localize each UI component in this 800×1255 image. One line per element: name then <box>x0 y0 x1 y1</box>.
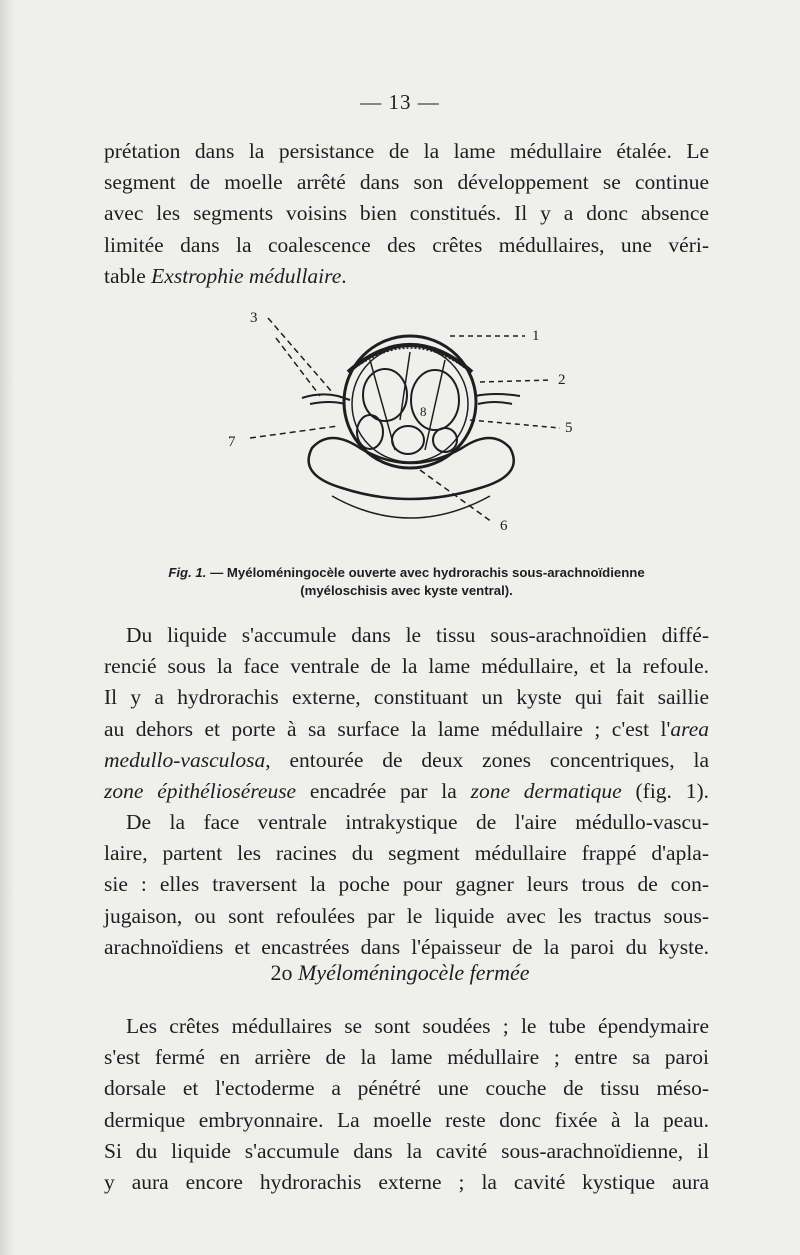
nerve-root <box>425 360 445 450</box>
leader-line-2 <box>480 380 552 382</box>
text-line: dorsale et l'ectoderme a pénétré une couche de tissu méso- <box>104 1076 709 1101</box>
leader-line-5 <box>470 420 560 428</box>
text-line: Si du liquide s'accumule dans la cavité sous-arachnoïdienne, il <box>104 1138 709 1163</box>
text-line: sie : elles traversent la poche pour gagner leurs trous de con- <box>104 872 709 897</box>
caption-line-1 <box>104 564 709 582</box>
page-edge <box>0 0 14 1255</box>
figure-label-6: 6 <box>500 518 508 534</box>
text-line <box>104 745 709 776</box>
text-line <box>104 776 709 807</box>
figure-label-5: 5 <box>565 420 573 436</box>
text-line: avec les segments voisins bien constitués. Il y a donc absence <box>104 201 709 226</box>
text-line: segment de moelle arrêté dans son développement se continue <box>104 170 709 195</box>
text-line: limitée dans la coalescence des crêtes médullaires, une véri- <box>104 232 709 257</box>
text-line: rencié sous la face ventrale de la lame médullaire, et la refoule. <box>104 654 709 679</box>
figure-caption <box>104 564 709 600</box>
section-heading <box>0 960 800 986</box>
caption-figure-ref: Fig. 1. <box>168 565 207 580</box>
figure-label-3: 3 <box>250 310 258 326</box>
paragraph-4 <box>104 1011 709 1198</box>
leader-line-3 <box>268 318 332 392</box>
text-line: laire, partent les racines du segment médullaire frappé d'apla- <box>104 841 709 866</box>
leader-line-6 <box>420 470 492 522</box>
section-title: Myéloméningocèle fermée <box>298 960 530 985</box>
text-line: y aura encore hydrorachis externe ; la cavité kystique aura <box>104 1170 709 1195</box>
text-line: arachnoïdiens et encastrées dans l'épaisseur de la paroi du kyste. <box>104 934 709 959</box>
text-run: au dehors et porte à sa surface la lame médullaire ; c'est l' <box>104 716 671 741</box>
intro-paragraph <box>104 136 709 292</box>
septum-cell <box>411 370 459 430</box>
medullary-plate <box>348 345 472 372</box>
septum-cell <box>392 426 424 454</box>
anatomical-drawing <box>220 300 600 545</box>
italic-term: zone dermatique <box>470 779 622 804</box>
skin-line-right-inner <box>478 402 512 404</box>
caption-text: — Myéloméningocèle ouverte avec hydrorachis sous-arachnoïdienne <box>206 565 645 580</box>
leader-line-3b <box>276 338 320 396</box>
italic-term: area <box>670 716 709 741</box>
text-run: encadrée par la <box>296 779 471 804</box>
figure-label-8: 8 <box>420 404 427 419</box>
skin-line-left-inner <box>310 402 345 404</box>
figure-label-1: 1 <box>532 328 540 344</box>
section-number: 2o <box>270 960 298 985</box>
figure-label-7: 7 <box>228 434 236 450</box>
text-run: table <box>104 263 152 288</box>
text-line: prétation dans la persistance de la lame médullaire étalée. Le <box>104 139 709 163</box>
text-line: Il y a hydrorachis externe, constituant un kyste qui fait saillie <box>104 685 709 710</box>
text-line: Les crêtes médullaires se sont soudées ; le tube épendymaire <box>126 1014 709 1038</box>
paragraph-3 <box>104 807 709 963</box>
text-line: jugaison, ou sont refoulées par le liquide avec les tractus sous- <box>104 903 709 928</box>
text-line: dermique embryonnaire. La moelle reste donc fixée à la peau. <box>104 1107 709 1132</box>
italic-term: Exstrophie médullaire <box>151 263 342 288</box>
text-line: Du liquide s'accumule dans le tissu sous-arachnoïdien diffé- <box>126 623 709 647</box>
page-number: — 13 — <box>360 90 440 114</box>
cyst-inner-wall <box>352 346 468 462</box>
text-run: , entourée de deux zones concentriques, la <box>265 747 709 772</box>
caption-line-2: (myéloschisis avec kyste ventral). <box>300 583 513 598</box>
italic-term: zone épithélioséreuse <box>104 779 297 804</box>
text-line <box>104 261 709 292</box>
figure-label-2: 2 <box>558 372 566 388</box>
figure-myelomeningocele-diagram <box>220 300 600 545</box>
septum-cell <box>433 428 457 452</box>
skin-line-right <box>475 394 520 396</box>
nerve-root <box>400 352 410 420</box>
text-line: De la face ventrale intrakystique de l'aire médullo-vascu- <box>126 810 709 834</box>
text-line: s'est fermé en arrière de la lame médullaire ; entre sa paroi <box>104 1045 709 1070</box>
text-run: . <box>341 263 347 288</box>
italic-term: medullo-vasculosa <box>104 747 266 772</box>
text-run: (fig. 1). <box>621 779 709 804</box>
leader-line-7 <box>250 426 338 438</box>
paragraph-2 <box>104 620 709 807</box>
septum-cell <box>357 415 383 449</box>
text-line <box>104 714 709 745</box>
